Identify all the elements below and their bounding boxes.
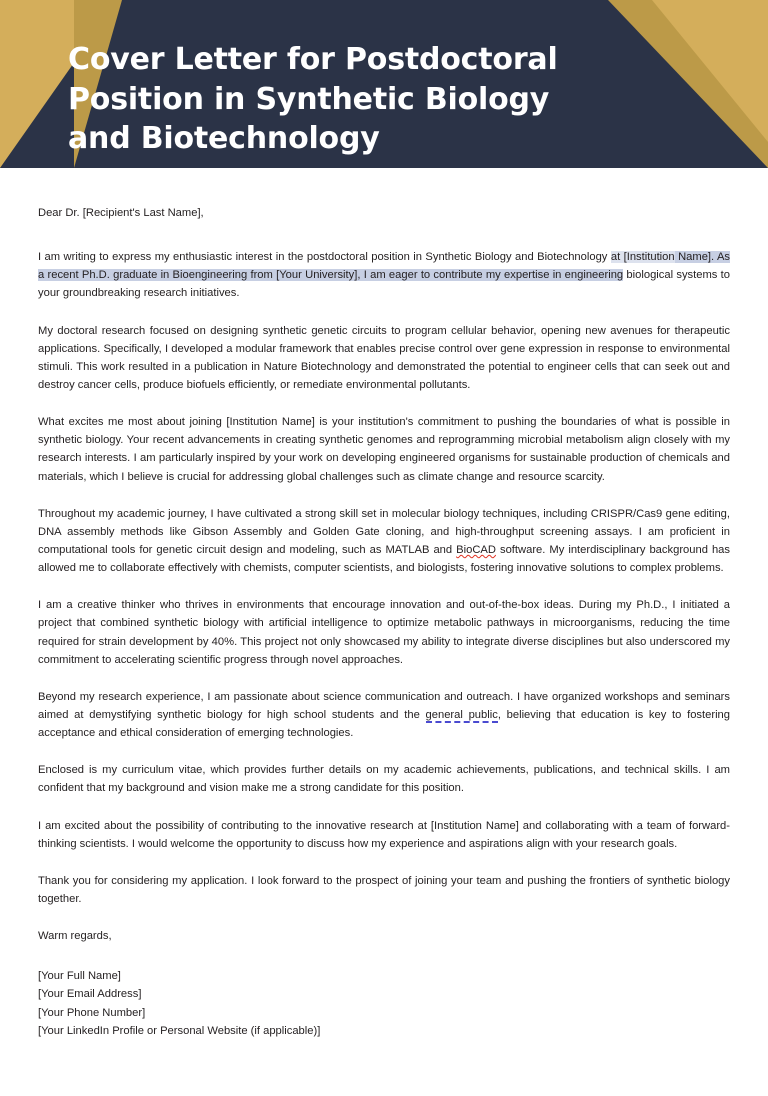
signature-full-name: [Your Full Name] (38, 970, 121, 983)
signature-linkedin: [Your LinkedIn Profile or Personal Website (if applicable)] (38, 1024, 321, 1037)
signature-email: [Your Email Address] (38, 988, 142, 1001)
paragraph-outreach (38, 688, 730, 742)
selected-text-faint: at [Institution (610, 251, 675, 264)
paragraph-cv-enclosed: Enclosed is my curriculum vitae, which provides further details on my academic achievements, publications, and technical skills. I am confident that my background and vision make me a strong candidate for this position. (38, 764, 730, 795)
page-title: Cover Letter for Postdoctoral Position in Synthetic Biology and Biotechnology (68, 42, 558, 157)
skills-text-lead: Throughout my academic journey, I have cultivated a strong skill set in molecular biology techniques, including CRISPR/Cas9 gene editing, DNA assembly methods like Gibson Assembly and Golden Gate cloning, and high-throughput screening assays. I am proficient in computational tools for genetic circuit design and modeling, such as MATLAB and (38, 507, 730, 556)
paragraph-skills (38, 505, 730, 578)
intro-text-tail: biological systems to your groundbreaking research initiatives. (38, 269, 730, 300)
paragraph-doctoral-research: My doctoral research focused on designing synthetic genetic circuits to program cellular behavior, opening new avenues for therapeutic applications. Specifically, I developed a modular framework that enables precise control over gene expression in response to environmental stimuli. This work resulted in a publication in Nature Biotechnology and demonstrated the potential to engineer cells that can seek out and destroy cancer cells, produce biofuels efficiently, or remediate environmental pollutants. (38, 324, 730, 391)
intro-text-unselected: I am writing to express my enthusiastic interest in the postdoctoral position in Synthetic Biology and Biotechnology (38, 251, 611, 264)
skills-text-tail: software. My interdisciplinary background has allowed me to collaborate effectively with chemists, computer scientists, and biologists, fostering innovative solutions to complex problems. (38, 543, 730, 575)
paragraph-intro (38, 248, 730, 302)
selected-text: Name]. As a recent Ph.D. graduate in Bioengineering from [Your University], I am eager to contribute my expertise in engineering (38, 251, 731, 282)
gold-corner-right-accent-decoration (608, 0, 768, 168)
signature-block (38, 967, 730, 1040)
paragraph-excitement: I am excited about the possibility of contributing to the innovative research at [Institution Name] and collaborating with a team of forward-thinking scientists. I would welcome the opportunity to discuss how my experience and aspirations align with your research goals. (38, 819, 730, 850)
grammar-error-marker[interactable]: general public (425, 708, 498, 721)
gold-corner-right-decoration (652, 0, 768, 142)
salutation: Dear Dr. [Recipient's Last Name], (38, 207, 204, 219)
spelling-error-marker[interactable]: BioCAD (456, 543, 496, 556)
outreach-text-tail: , believing that education is key to fostering acceptance and ethical consideration of emerging technologies. (38, 708, 731, 740)
letter-body (0, 168, 768, 1080)
closing-salutation: Warm regards, (38, 930, 112, 943)
paragraph-institution-fit: What excites me most about joining [Institution Name] is your institution's commitment to pushing the boundaries of what is possible in synthetic biology. Your recent advancements in creating synthetic genomes and reprogramming microbial metabolism align closely with my research interests. I am particularly inspired by your work on developing engineered organisms for sustainable production of chemicals and materials, which I believe is crucial for addressing global challenges such as climate change and resource scarcity. (38, 416, 730, 483)
outreach-text-lead: Beyond my research experience, I am passionate about science communication and outreach. I have organized workshops and seminars aimed at demystifying synthetic biology for high school students and the (38, 690, 730, 721)
document-header-banner (0, 0, 768, 168)
signature-phone: [Your Phone Number] (38, 1006, 146, 1019)
paragraph-thank-you: Thank you for considering my application. I look forward to the prospect of joining your team and pushing the frontiers of synthetic biology together. (38, 874, 730, 905)
paragraph-creative-thinker: I am a creative thinker who thrives in environments that encourage innovation and out-of-the-box ideas. During my Ph.D., I initiated a project that combined synthetic biology with artificial intelligence to optimize metabolic pathways in microorganisms, reducing the time required for strain development by 40%. This project not only showcased my ability to integrate diverse disciplines but also underscored my commitment to accelerating scientific progress through novel approaches. (38, 599, 730, 666)
